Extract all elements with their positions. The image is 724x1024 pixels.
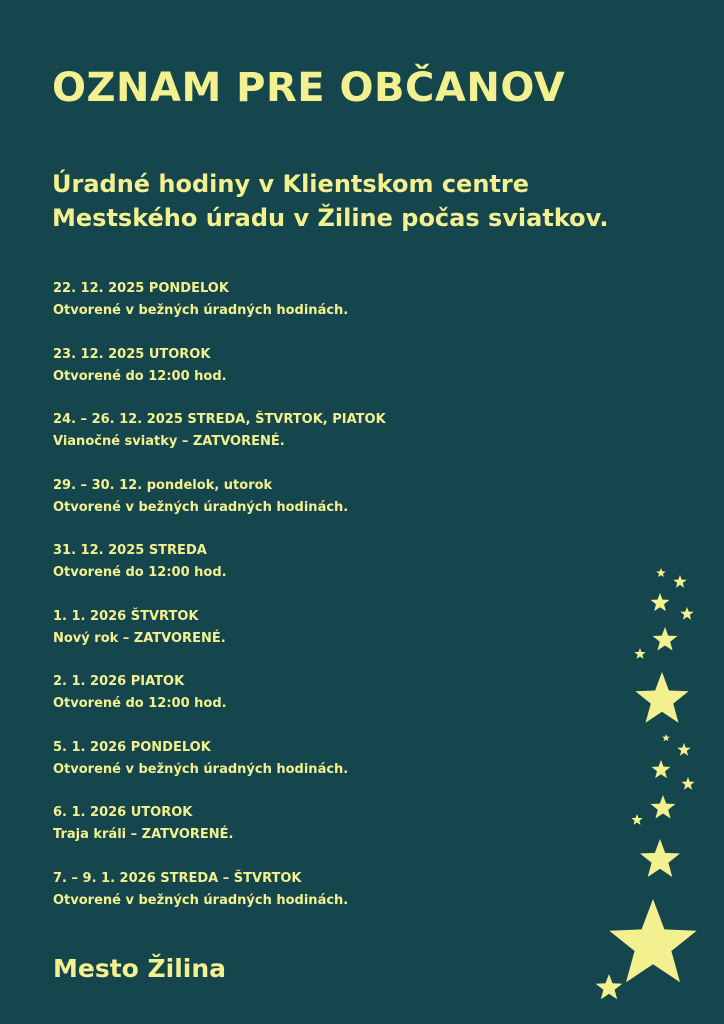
star-icon <box>631 814 642 825</box>
schedule-entry <box>53 868 386 934</box>
star-icon <box>653 627 678 651</box>
entry-date: 22. 12. 2025 PONDELOK <box>53 281 229 296</box>
entry-status: Otvorené do 12:00 hod. <box>53 696 227 711</box>
notice-subtitle <box>52 167 692 235</box>
entry-date: 7. – 9. 1. 2026 STREDA – ŠTVRTOK <box>53 870 302 886</box>
entry-status: Traja králi – ZATVORENÉ. <box>53 827 234 842</box>
subtitle-line: Úradné hodiny v Klientskom centre <box>52 170 529 198</box>
entry-date: 6. 1. 2026 UTOROK <box>53 805 193 820</box>
star-icon <box>634 648 645 659</box>
entry-status: Otvorené v bežných úradných hodinách. <box>53 892 349 908</box>
entry-date: 23. 12. 2025 UTOROK <box>53 346 211 362</box>
star-icon <box>651 593 670 611</box>
entry-date: 1. 1. 2026 ŠTVRTOK <box>53 608 199 624</box>
entry-status: Vianočné sviatky – ZATVORENÉ. <box>53 434 285 449</box>
star-icon <box>635 672 688 723</box>
entry-status: Otvorené v bežných úradných hodinách. <box>53 303 349 318</box>
entry-date: 24. – 26. 12. 2025 STREDA, ŠTVRTOK, PIATOK <box>53 412 386 427</box>
schedule-entry <box>53 802 386 868</box>
holiday-schedule <box>53 278 386 933</box>
entry-date: 5. 1. 2026 PONDELOK <box>53 739 211 755</box>
star-icon <box>680 607 693 620</box>
subtitle-line: Mestského úradu v Žiline počas sviatkov. <box>52 204 609 232</box>
notice-title: OZNAM PRE OBČANOV <box>52 65 566 111</box>
star-icon <box>596 974 623 999</box>
star-icon <box>652 760 671 778</box>
star-icon <box>673 575 686 588</box>
star-icon <box>656 568 666 577</box>
schedule-entry <box>53 540 386 606</box>
entry-status: Otvorené do 12:00 hod. <box>53 368 227 384</box>
city-signature: Mesto Žilina <box>53 954 227 983</box>
schedule-entry <box>53 344 386 410</box>
entry-status: Otvorené v bežných úradných hodinách. <box>53 761 349 777</box>
star-icon <box>640 839 680 877</box>
entry-status: Otvorené v bežných úradných hodinách. <box>53 499 349 515</box>
schedule-entry <box>53 671 386 737</box>
star-icon <box>677 743 690 756</box>
schedule-entry <box>53 737 386 803</box>
schedule-entry <box>53 606 386 672</box>
star-icon <box>651 795 676 819</box>
entry-date: 29. – 30. 12. pondelok, utorok <box>53 477 273 493</box>
entry-status: Nový rok – ZATVORENÉ. <box>53 630 226 646</box>
star-icon <box>662 734 670 741</box>
entry-date: 2. 1. 2026 PIATOK <box>53 674 185 689</box>
star-icon <box>681 777 694 790</box>
star-icon <box>609 899 696 982</box>
schedule-entry <box>53 409 386 475</box>
entry-status: Otvorené do 12:00 hod. <box>53 565 227 580</box>
entry-date: 31. 12. 2025 STREDA <box>53 543 207 558</box>
schedule-entry <box>53 475 386 541</box>
schedule-entry <box>53 278 386 344</box>
star-decoration <box>590 560 724 1024</box>
